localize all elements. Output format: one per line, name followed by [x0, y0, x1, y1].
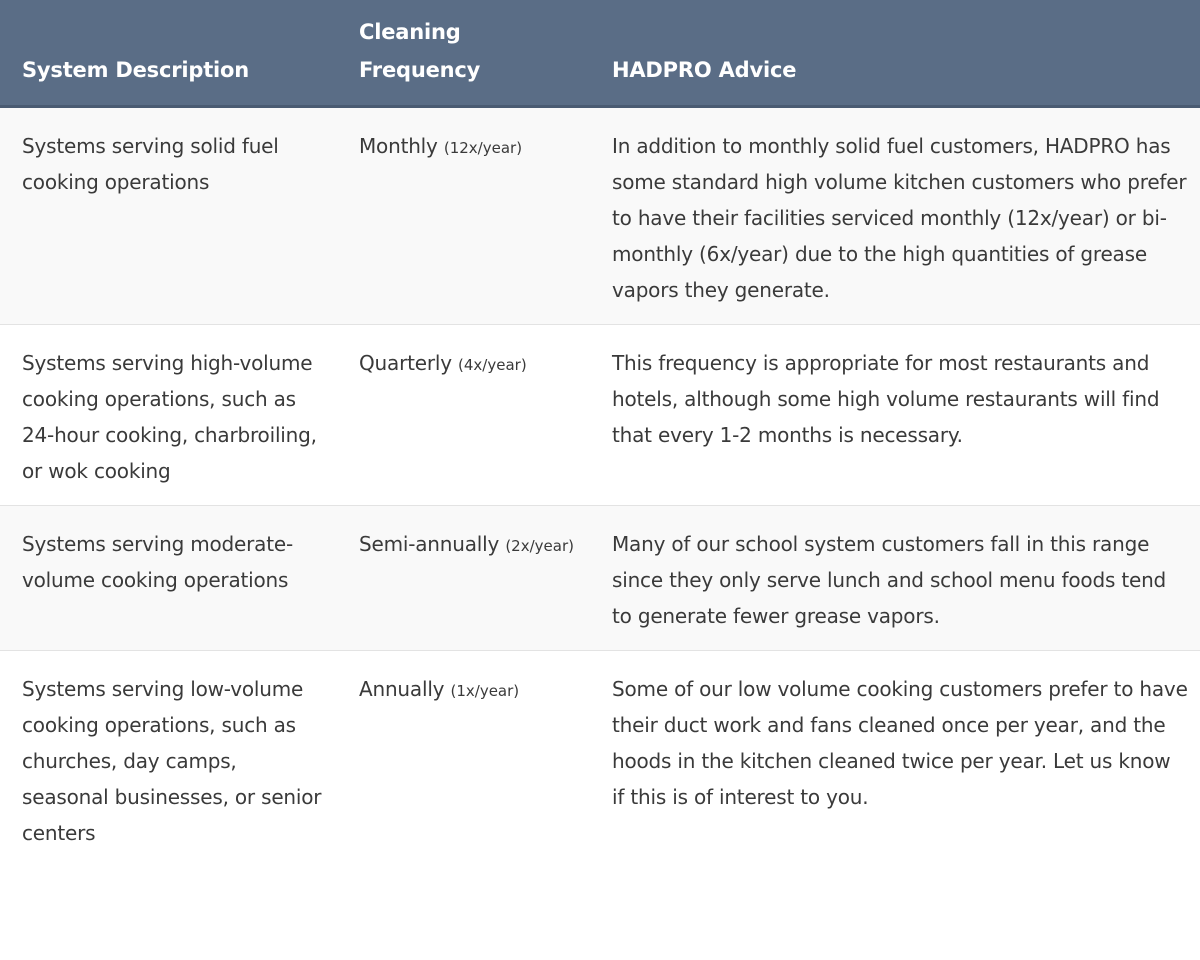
- frequency-note: (12x/year): [443, 139, 523, 157]
- table-row: [0, 651, 1200, 868]
- advice-cell: Some of our low volume cooking customers prefer to have their duct work and fans cleaned once per year, and the hoods in the kitchen cleaned twice per year. Let us know if this is of interest to you.: [612, 677, 1188, 809]
- frequency-label: Semi-annually: [359, 532, 500, 556]
- frequency-cell: [337, 107, 590, 325]
- frequency-cell: [337, 506, 590, 651]
- table-header: [0, 0, 1200, 107]
- advice-cell: Many of our school system customers fall in this range since they only serve lunch and school menu foods tend to generate fewer grease vapors.: [612, 532, 1167, 628]
- table-row: [0, 506, 1200, 651]
- table-row: [0, 107, 1200, 325]
- header-cleaning-frequency: [337, 0, 590, 107]
- system-description-cell: Systems serving low-volume cooking operations, such as churches, day camps, seasonal businesses, or senior centers: [22, 677, 322, 845]
- system-description-cell: Systems serving high-volume cooking operations, such as 24-hour cooking, charbroiling, or wok cooking: [22, 351, 317, 483]
- table-body: [0, 107, 1200, 868]
- frequency-note: (4x/year): [458, 356, 527, 374]
- table-row: [0, 325, 1200, 506]
- header-cleaning-frequency-line2: Frequency: [359, 58, 481, 82]
- header-system-description: System Description: [22, 58, 250, 82]
- advice-cell: This frequency is appropriate for most restaurants and hotels, although some high volume restaurants will find that every 1-2 months is necessary.: [612, 351, 1160, 447]
- frequency-note: (1x/year): [450, 682, 520, 700]
- frequency-note: (2x/year): [505, 537, 574, 555]
- header-hadpro-advice: HADPRO Advice: [612, 58, 797, 82]
- frequency-label: Quarterly: [359, 351, 452, 375]
- frequency-label: Monthly: [359, 134, 438, 158]
- advice-cell: In addition to monthly solid fuel customers, HADPRO has some standard high volume kitchen customers who prefer to have their facilities serviced monthly (12x/year) or bi-monthly (6x/year) due to the high quantities of grease vapors they generate.: [612, 134, 1187, 302]
- frequency-cell: [337, 325, 590, 506]
- system-description-cell: Systems serving solid fuel cooking operations: [22, 134, 279, 194]
- header-row: [0, 0, 1200, 107]
- frequency-cell: [337, 651, 590, 868]
- frequency-label: Annually: [359, 677, 445, 701]
- header-cleaning-frequency-line1: Cleaning: [359, 20, 461, 44]
- system-description-cell: Systems serving moderate-volume cooking operations: [22, 532, 293, 592]
